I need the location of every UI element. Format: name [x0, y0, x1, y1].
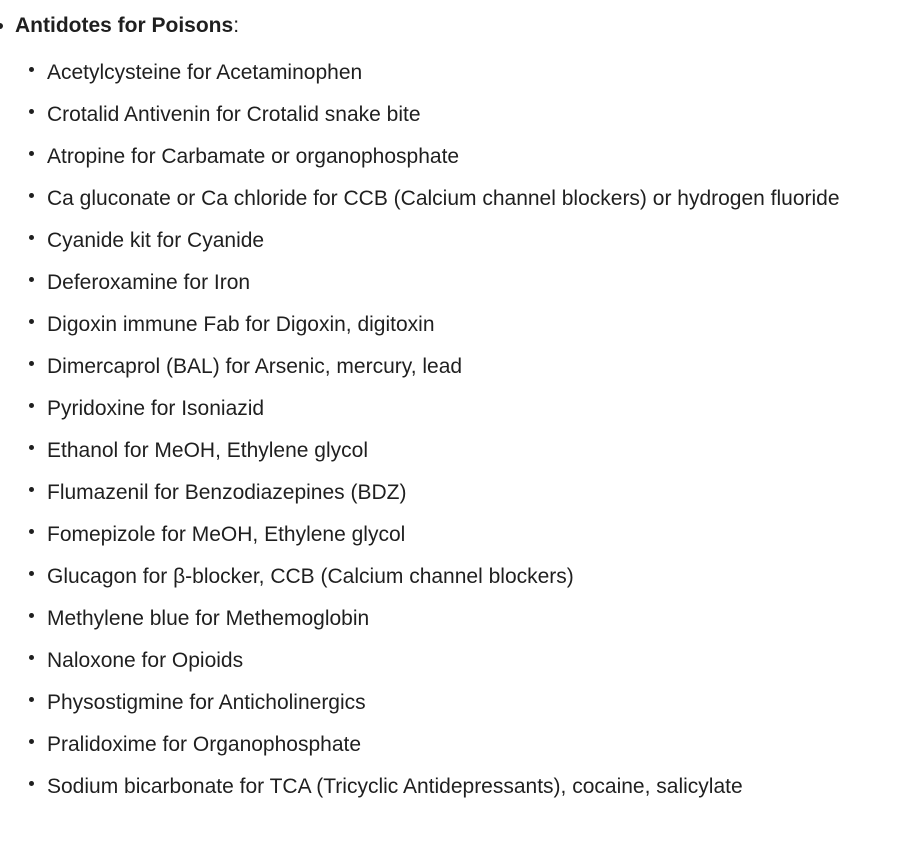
list-item-text: Deferoxamine for Iron: [47, 271, 251, 294]
bullet-icon: [29, 571, 34, 576]
list-item: [0, 640, 898, 682]
list-item: [0, 556, 898, 598]
list-item-text: Digoxin immune Fab for Digoxin, digitoxin: [47, 313, 435, 336]
heading-bullet-icon: [0, 23, 3, 29]
bullet-icon: [29, 151, 34, 156]
bullet-icon: [29, 655, 34, 660]
list-item: [0, 52, 898, 94]
heading-title: Antidotes for Poisons: [15, 14, 234, 37]
list-item: [0, 682, 898, 724]
list-item-text: Sodium bicarbonate for TCA (Tricyclic Antidepressants), cocaine, salicylate: [47, 775, 743, 798]
section-heading: [0, 0, 898, 52]
bullet-icon: [29, 235, 34, 240]
antidote-list: [0, 52, 898, 808]
bullet-icon: [29, 193, 34, 198]
bullet-icon: [29, 277, 34, 282]
list-item: [0, 514, 898, 556]
heading-text: [15, 0, 239, 52]
list-item: [0, 388, 898, 430]
bullet-icon: [29, 739, 34, 744]
list-item-text: Naloxone for Opioids: [47, 649, 244, 672]
list-item-text: Dimercaprol (BAL) for Arsenic, mercury, lead: [47, 355, 463, 378]
list-item: [0, 472, 898, 514]
list-item: [0, 430, 898, 472]
list-item: [0, 598, 898, 640]
list-item-text: Ethanol for MeOH, Ethylene glycol: [47, 439, 368, 462]
bullet-icon: [29, 697, 34, 702]
list-item: [0, 262, 898, 304]
bullet-icon: [29, 319, 34, 324]
list-item-text: Crotalid Antivenin for Crotalid snake bite: [47, 103, 421, 126]
list-item-text: Methylene blue for Methemoglobin: [47, 607, 370, 630]
bullet-icon: [29, 403, 34, 408]
bullet-icon: [29, 361, 34, 366]
list-item: [0, 94, 898, 136]
list-item-text: Physostigmine for Anticholinergics: [47, 691, 366, 714]
list-item-text: Glucagon for β-blocker, CCB (Calcium channel blockers): [47, 565, 574, 588]
list-item: [0, 220, 898, 262]
list-item: [0, 304, 898, 346]
bullet-icon: [29, 67, 34, 72]
bullet-icon: [29, 613, 34, 618]
list-item: [0, 766, 898, 808]
list-item: [0, 724, 898, 766]
list-item-text: Pyridoxine for Isoniazid: [47, 397, 265, 420]
list-item-text: Ca gluconate or Ca chloride for CCB (Calcium channel blockers) or hydrogen fluoride: [47, 187, 840, 210]
bullet-icon: [29, 445, 34, 450]
list-item-text: Atropine for Carbamate or organophosphate: [47, 145, 460, 168]
list-item-text: Acetylcysteine for Acetaminophen: [47, 61, 363, 84]
list-item-text: Cyanide kit for Cyanide: [47, 229, 265, 252]
heading-suffix: :: [233, 14, 240, 37]
list-item-text: Pralidoxime for Organophosphate: [47, 733, 362, 756]
list-item: [0, 178, 898, 220]
list-item-text: Fomepizole for MeOH, Ethylene glycol: [47, 523, 406, 546]
bullet-icon: [29, 487, 34, 492]
list-item: [0, 346, 898, 388]
bullet-icon: [29, 529, 34, 534]
list-item: [0, 136, 898, 178]
list-item-text: Flumazenil for Benzodiazepines (BDZ): [47, 481, 407, 504]
bullet-icon: [29, 109, 34, 114]
bullet-icon: [29, 781, 34, 786]
